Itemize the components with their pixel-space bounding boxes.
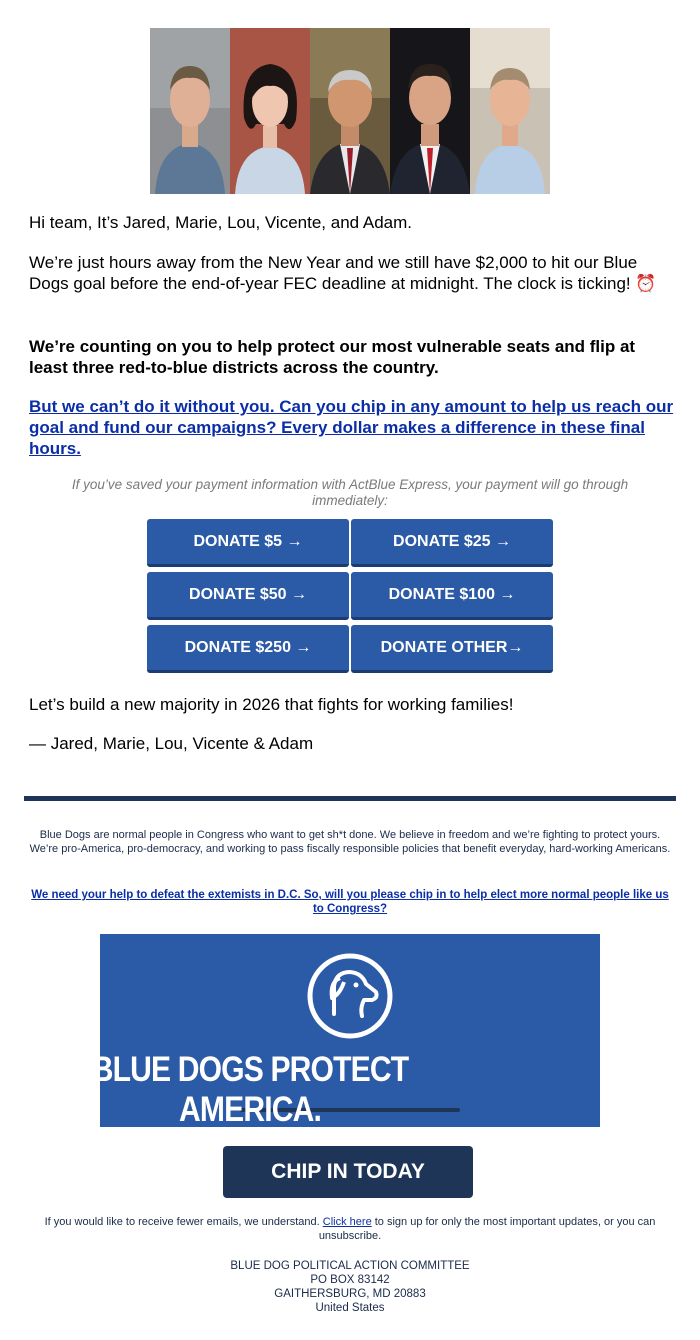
greeting: Hi team, It’s Jared, Marie, Lou, Vicente, and Adam. xyxy=(29,213,413,232)
actblue-note: If you’ve saved your payment information with ActBlue Express, your payment will go through immediately: xyxy=(71,477,629,508)
donate-button-grid xyxy=(147,519,553,673)
about-blue-dogs: Blue Dogs are normal people in Congress who want to get sh*t done. We believe in freedom and we’re fighting to protect yours. We’re pro-America, pro-democracy, and working to pass fiscally responsible policies that benefit everyday, hard-working Americans. xyxy=(29,829,671,855)
footer-divider xyxy=(24,796,676,801)
dog-logo-icon xyxy=(306,952,394,1040)
mailing-address xyxy=(0,1259,700,1315)
donate-100-button[interactable]: DONATE $100 → xyxy=(351,572,553,620)
portrait-jared xyxy=(150,28,230,194)
help-elect-link[interactable]: We need your help to defeat the extemists in D.C. So, will you please chip in to help elect more normal people like us to Congress? xyxy=(31,889,669,915)
banner-slogan: BLUE DOGS PROTECT AMERICA. xyxy=(91,1050,409,1129)
donate-25-button[interactable]: DONATE $25 → xyxy=(351,519,553,567)
donate-250-button[interactable]: DONATE $250 → xyxy=(147,625,349,673)
candidates-photo xyxy=(150,28,550,194)
unsubscribe-note xyxy=(26,1215,674,1243)
portrait-lou xyxy=(310,28,390,194)
intro-text: We’re just hours away from the New Year and we still have $2,000 to hit our Blue Dogs goal before the end-of-year FEC deadline at midnight. The clock is ticking! xyxy=(29,253,638,293)
portrait-vicente xyxy=(390,28,470,194)
closing-line: Let’s build a new majority in 2026 that fights for working families! xyxy=(29,695,514,714)
chip-in-today-button[interactable]: CHIP IN TODAY xyxy=(223,1146,473,1198)
address-org: BLUE DOG POLITICAL ACTION COMMITTEE xyxy=(230,1260,470,1272)
donate-other-button[interactable]: DONATE OTHER→ xyxy=(351,625,553,673)
donate-5-button[interactable]: DONATE $5 → xyxy=(147,519,349,567)
fewer-emails-link[interactable]: Click here xyxy=(322,1216,372,1228)
unsub-text-before: If you would like to receive fewer emails, we understand. xyxy=(44,1216,323,1228)
alarm-clock-icon: ⏰ xyxy=(635,274,657,293)
intro-paragraph xyxy=(29,252,674,294)
signoff: — Jared, Marie, Lou, Vicente & Adam xyxy=(29,734,314,753)
address-po-box: PO BOX 83142 xyxy=(310,1274,390,1286)
address-city: GAITHERSBURG, MD 20883 xyxy=(274,1288,426,1300)
donate-50-button[interactable]: DONATE $50 → xyxy=(147,572,349,620)
portrait-marie xyxy=(230,28,310,194)
counting-on-you-paragraph: We’re counting on you to help protect our most vulnerable seats and flip at least three red-to-blue districts across the country. xyxy=(29,337,636,377)
address-country: United States xyxy=(315,1302,385,1314)
chip-in-link[interactable]: But we can’t do it without you. Can you chip in any amount to help us reach our goal and fund our campaigns? Every dollar makes a difference in these final hours. xyxy=(29,397,674,458)
unsub-text-after: to sign up for only the most important updates, or you can unsubscribe. xyxy=(318,1216,656,1242)
portrait-adam xyxy=(470,28,550,194)
